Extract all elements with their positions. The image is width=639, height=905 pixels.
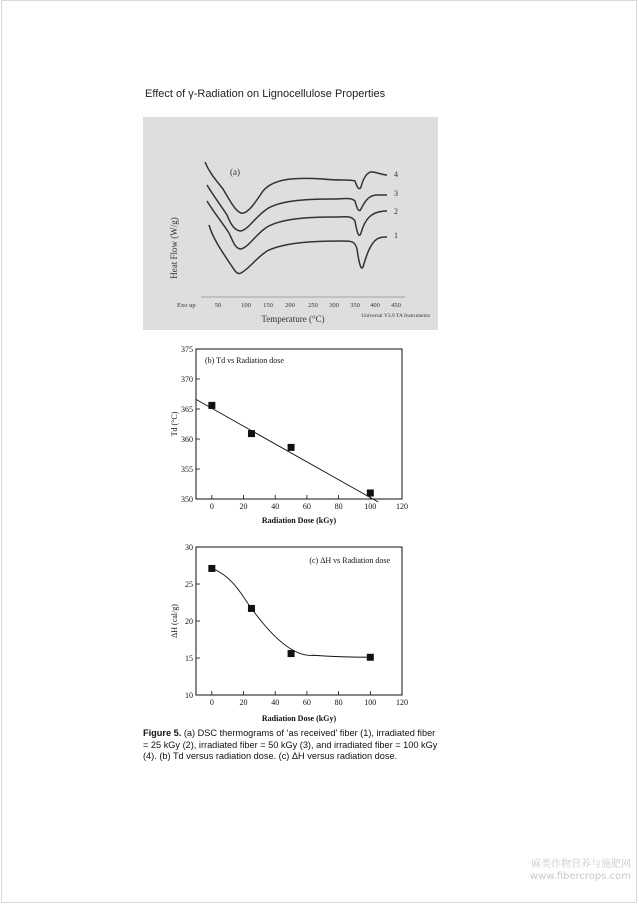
chart-b-data-point <box>208 402 215 409</box>
watermark-line1: 麻类作物营养与施肥网 <box>531 859 631 870</box>
running-header: Effect of γ-Radiation on Lignocellulose Properties <box>145 88 386 100</box>
fig-a-tick: 400 <box>370 302 380 309</box>
chart-c-ytick-label: 30 <box>185 543 193 552</box>
chart-c-data-point <box>248 605 255 612</box>
chart-b-data-point <box>248 430 255 437</box>
fig-a-tick: 150 <box>263 302 273 309</box>
chart-c-xtick-label: 80 <box>334 698 343 707</box>
chart-b-xtick-label: 60 <box>302 502 311 511</box>
figure-a-dsc-thermograms <box>143 117 438 330</box>
chart-b-xtick-label: 120 <box>396 502 408 511</box>
chart-c-frame <box>196 547 402 695</box>
chart-b <box>165 340 415 530</box>
fig-a-tick: 200 <box>285 302 295 309</box>
chart-c-xtick-label: 60 <box>302 698 311 707</box>
dsc-curve-2 <box>207 201 387 249</box>
caption-text: (a) DSC thermograms of ‘as received’ fiber (1), irradiated fiber = 25 kGy (2), irradiated fiber = 50 kGy (3), and irradiated fiber = 100 kGy (4). (b) Td versus radiation dose. (c) ΔH versus radiation dose. <box>143 728 438 762</box>
chart-c <box>165 538 415 728</box>
chart-c-title: (c) ΔH vs Radiation dose <box>309 556 390 565</box>
fig-a-tick: 300 <box>329 302 339 309</box>
chart-b-title: (b) Td vs Radiation dose <box>205 356 284 365</box>
chart-c-xtick-label: 0 <box>209 698 214 707</box>
chart-c-data-point <box>367 654 374 661</box>
chart-b-frame <box>196 349 402 499</box>
chart-c-ytick-label: 25 <box>185 580 193 589</box>
fig-a-tick: 50 <box>214 302 222 309</box>
chart-c-xtick-label: 40 <box>271 698 280 707</box>
fig-a-tick: 100 <box>241 302 251 309</box>
dsc-plot <box>143 117 438 330</box>
chart-c-data-point <box>208 565 215 572</box>
fig-a-tick: 250 <box>308 302 318 309</box>
chart-b-ytick-label: 360 <box>181 435 193 444</box>
fig-a-panel-label: (a) <box>230 167 240 177</box>
chart-b-data-point <box>367 490 374 497</box>
dsc-curve-1 <box>209 225 387 274</box>
chart-c-data-point <box>288 650 295 657</box>
chart-b-xlabel: Radiation Dose (kGy) <box>261 516 337 525</box>
chart-b-fit-line <box>196 399 378 502</box>
chart-c-ylabel: ΔH (cal/g) <box>170 604 179 638</box>
chart-c-xtick-label: 20 <box>239 698 248 707</box>
watermark-line2: www.fibercrops.com <box>529 871 631 882</box>
chart-b-data-point <box>288 444 295 451</box>
chart-b-ytick-label: 370 <box>181 375 193 384</box>
fig-a-ylabel: Heat Flow (W/g) <box>169 217 179 279</box>
chart-b-ytick-label: 365 <box>181 405 193 414</box>
chart-b-ytick-label: 350 <box>181 495 193 504</box>
chart-b-ytick-label: 355 <box>181 465 193 474</box>
chart-c-xtick-label: 120 <box>396 698 408 707</box>
chart-c-ytick-label: 20 <box>185 617 193 626</box>
fig-a-tick: 350 <box>350 302 360 309</box>
watermark <box>530 859 631 883</box>
fig-a-xlabel: Temperature (°C) <box>261 314 325 324</box>
chart-c-fit-curve <box>212 568 370 657</box>
figure-b-td-vs-dose <box>165 340 415 530</box>
curve-label-3: 3 <box>394 189 398 198</box>
chart-c-xtick-label: 100 <box>364 698 377 707</box>
curve-label-2: 2 <box>394 207 398 216</box>
chart-c-xlabel: Radiation Dose (kGy) <box>261 714 337 723</box>
figure-caption <box>143 728 443 763</box>
curve-label-1: 1 <box>394 231 398 240</box>
chart-b-xtick-label: 40 <box>271 502 280 511</box>
chart-b-xtick-label: 80 <box>334 502 343 511</box>
chart-b-ytick-label: 375 <box>181 345 193 354</box>
chart-b-xtick-label: 100 <box>364 502 377 511</box>
chart-b-xtick-label: 20 <box>239 502 248 511</box>
caption-label: Figure 5. <box>143 728 182 738</box>
chart-c-ytick-label: 10 <box>185 691 193 700</box>
fig-a-exo-label: Exo up <box>177 302 196 309</box>
fig-a-instrument: Universal V3.9 TA Instruments <box>361 313 430 319</box>
chart-b-xtick-label: 0 <box>209 502 214 511</box>
fig-a-tick: 450 <box>391 302 401 309</box>
curve-label-4: 4 <box>394 170 398 179</box>
chart-c-ytick-label: 15 <box>185 654 193 663</box>
figure-c-dh-vs-dose <box>165 538 415 728</box>
chart-b-ylabel: Td (°C) <box>170 411 179 437</box>
